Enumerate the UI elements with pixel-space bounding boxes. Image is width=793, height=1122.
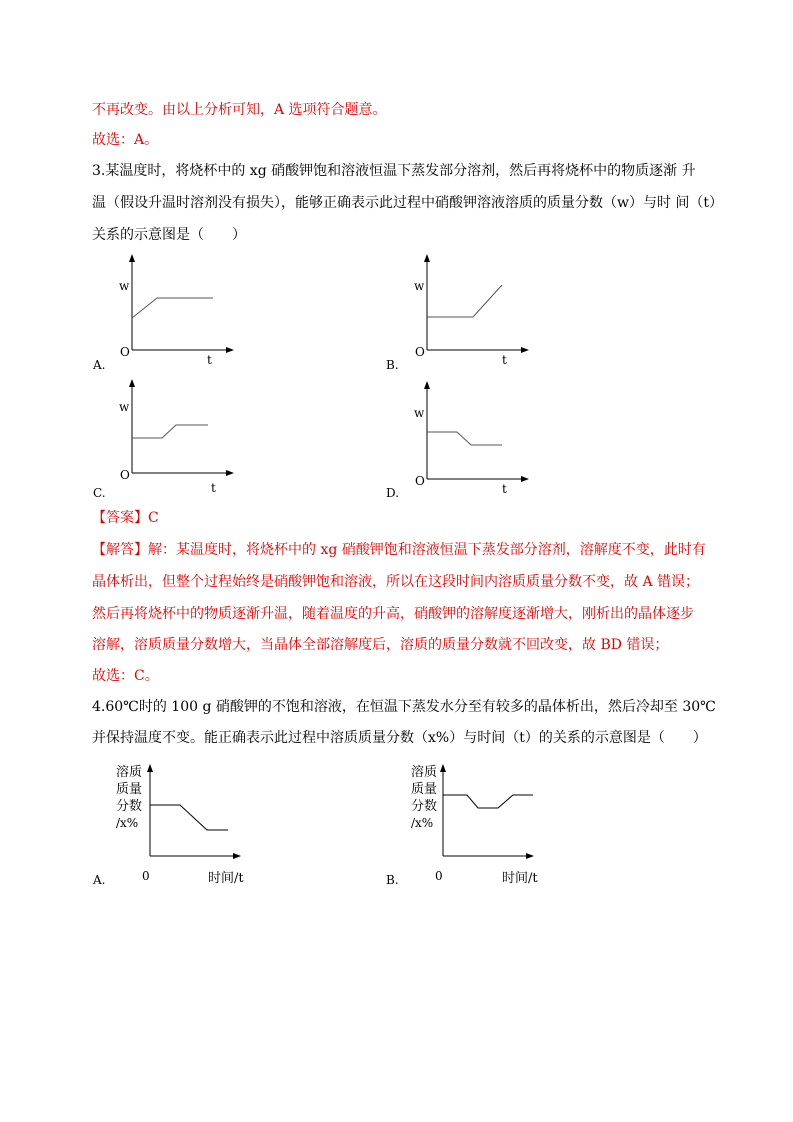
q3-a-xlabel: t — [207, 353, 212, 367]
q3-conclusion: 故选：C。 — [92, 668, 159, 684]
q3-explanation-line-1: 【解答】解：某温度时，将烧杯中的 xg 硝酸钾饱和溶液恒温下蒸发部分溶剂，溶解度不变，此时有 — [92, 542, 706, 558]
q3-c-xlabel: t — [211, 481, 216, 495]
q3-c-origin: O — [120, 468, 130, 482]
q3-explanation-line-4: 溶解，溶质质量分数增大，当晶体全部溶解度后，溶质的质量分数就不回改变，故 BD 错误； — [92, 637, 669, 653]
q4-a-ylabel-3: 分数 — [116, 799, 143, 814]
q3-explanation-line-3: 然后再将烧杯中的物质逐渐升温，随着温度的升高，硝酸钾的溶解度逐渐增大，刚析出的晶体逐步 — [92, 606, 694, 622]
q4-a-origin: 0 — [142, 869, 150, 883]
q3-answer: 【答案】C — [92, 510, 159, 526]
q4-choice-a: A. — [93, 873, 106, 887]
q3-d-origin: O — [415, 474, 425, 488]
q4-a-ylabel-2: 质量 — [116, 782, 143, 797]
q4-stem-line-2: 并保持温度不变。能正确表示此过程中溶质质量分数（x%）与时间（t）的关系的示意图是（ ） — [92, 730, 707, 746]
q4-stem-line-1: 4.60℃时的 100 g 硝酸钾的不饱和溶液，在恒温下蒸发水分至有较多的晶体析出，然后冷却至 30℃ — [92, 699, 716, 715]
q3-choice-c: C. — [93, 486, 106, 500]
q3-d-ylabel: w — [414, 406, 425, 420]
q3-explanation-line-2: 晶体析出，但整个过程始终是硝酸钾饱和溶液，所以在这段时间内溶质质量分数不变，故 A 错误； — [92, 574, 700, 590]
q3-choice-b: B. — [386, 358, 399, 372]
q3-stem-line-2: 温（假设升温时溶剂没有损失），能够正确表示此过程中硝酸钾溶液溶质的质量分数（w）与时 间（t） — [92, 195, 724, 211]
q4-b-ylabel-2: 质量 — [411, 782, 438, 797]
q4-b-xlabel: 时间/t — [502, 871, 538, 886]
q4-b-ylabel-1: 溶质 — [411, 765, 438, 780]
q3-b-origin: O — [415, 345, 425, 359]
q4-graph-a — [110, 760, 270, 890]
q3-d-xlabel: t — [502, 482, 507, 496]
q3-b-xlabel: t — [502, 353, 507, 367]
q4-a-ylabel-1: 溶质 — [116, 765, 143, 780]
q3-b-ylabel: w — [414, 279, 425, 293]
q3-graph-d — [405, 375, 535, 495]
q4-a-ylabel-4: /x% — [116, 816, 139, 830]
q3-choice-a: A. — [93, 358, 106, 372]
q4-graph-b — [405, 760, 565, 890]
q3-a-origin: O — [120, 345, 130, 359]
q3-a-ylabel: w — [119, 279, 130, 293]
q3-graph-a — [110, 250, 240, 368]
q3-c-ylabel: w — [119, 400, 130, 414]
previous-conclusion: 故选：A。 — [92, 132, 159, 148]
q3-choice-d: D. — [386, 486, 400, 500]
q3-graph-b — [405, 250, 535, 368]
q4-choice-b: B. — [386, 873, 399, 887]
q4-b-origin: 0 — [435, 869, 443, 883]
q4-b-ylabel-3: 分数 — [411, 799, 438, 814]
previous-explanation-end: 不再改变。由以上分析可知，A 选项符合题意。 — [92, 102, 387, 118]
q3-graph-c — [110, 375, 240, 495]
q4-a-xlabel: 时间/t — [208, 871, 244, 886]
q4-b-ylabel-4: /x% — [411, 816, 434, 830]
q3-stem-line-1: 3.某温度时，将烧杯中的 xg 硝酸钾饱和溶液恒温下蒸发部分溶剂，然后再将烧杯中的物质逐渐 升 — [92, 163, 696, 179]
q3-stem-line-3: 关系的示意图是（ ） — [92, 227, 246, 243]
